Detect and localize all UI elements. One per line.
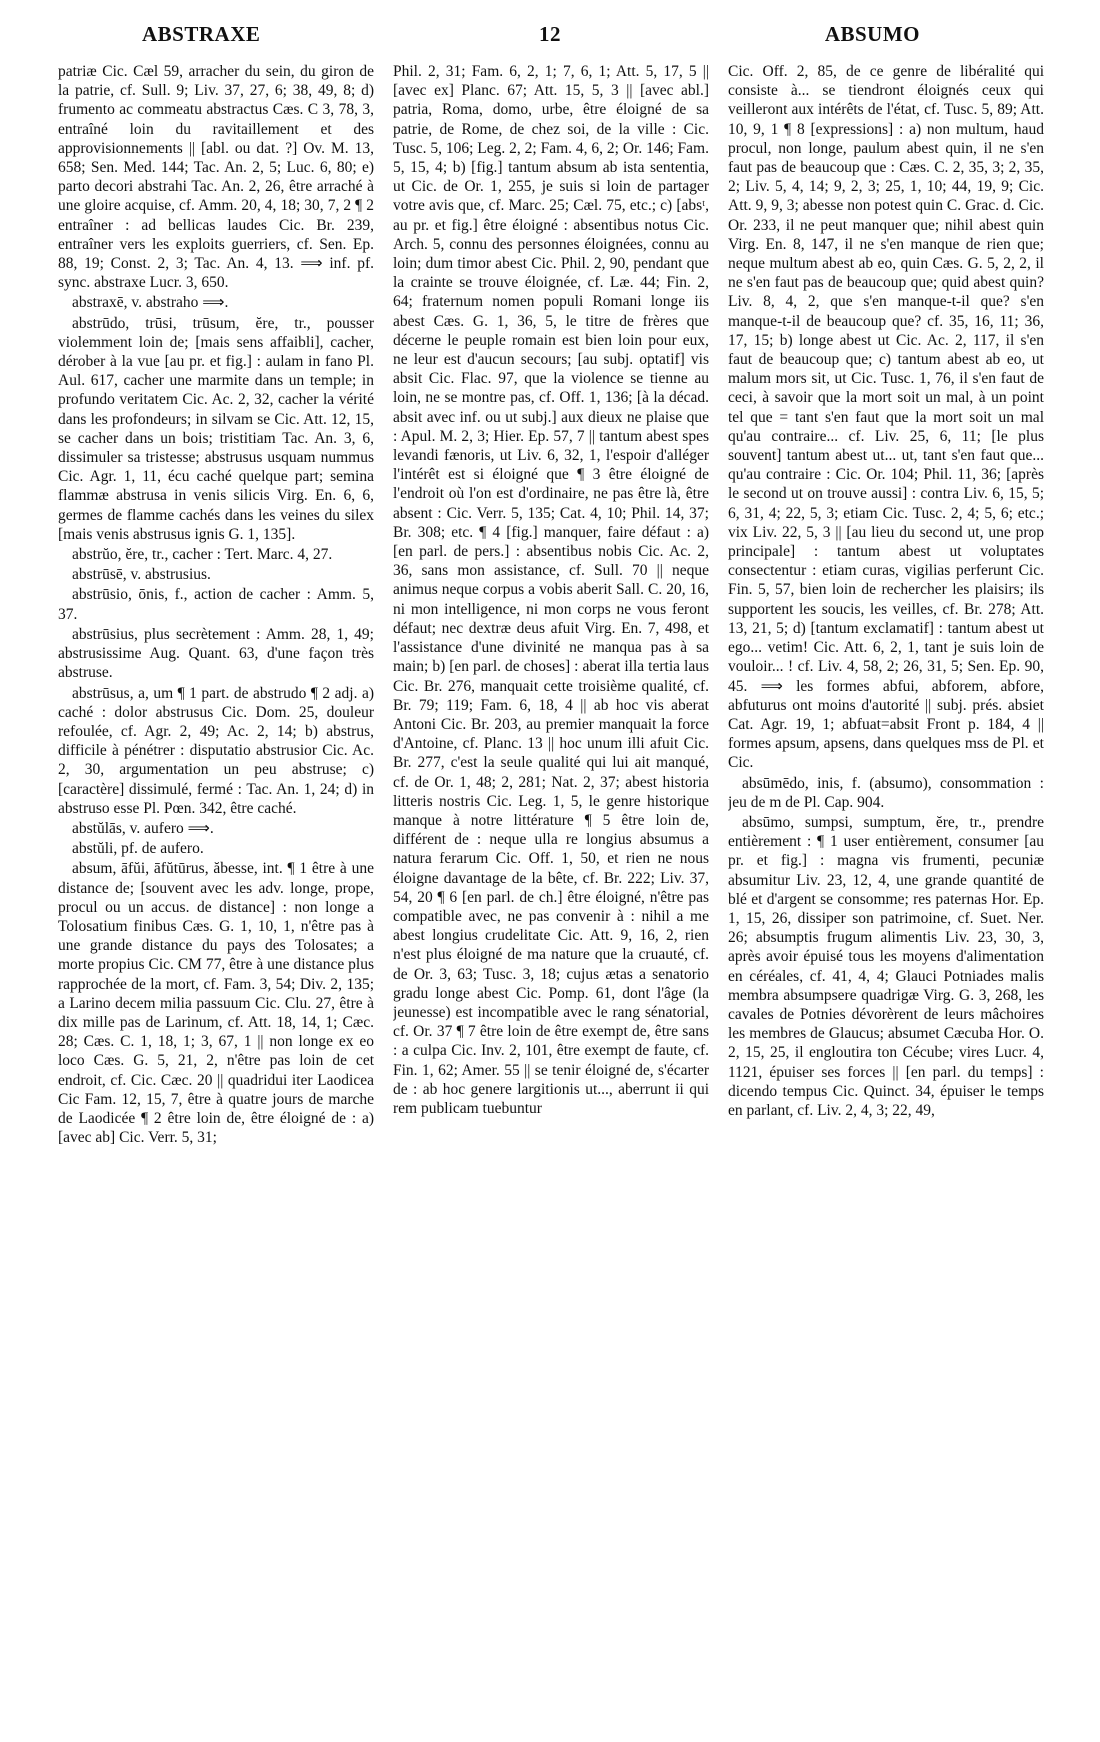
dictionary-entry: Cic. Off. 2, 85, de ce genre de libéralité qui consiste à... se tiendront éloignés ceux qui veilleront aux intérêts de l'état, cf. Tusc. 5, 89; Att. 10, 9, 1 ¶ 8 [expressions] : a) non multum, haud procul, non longe, paulum abest quin, il ne s'en faut pas de beaucoup que : Cæs. C. 2, 35, 3; 2, 35, 2; Liv. 5, 4, 14; 9, 2, 3; 25, 1, 10; 44, 19, 9; Cic. Att. 9, 9, 3; abesse non potest quin C. Grac. d. Cic. Or. 233, il ne peut manquer que; nihil abest quin Virg. En. 8, 147, il ne s'en manque de rien que; neque multum abest ab eo, quin Cæs. G. 5, 2, 2, il ne s'en faut pas de beaucoup que; quid abest quin? Liv. 8, 4, 2, que s'en manque-t-il que? s'en manque-t-il de beaucoup que? cf. 35, 16, 11; 36, 17, 15; b) longe abest ut Cic. Ac. 2, 117, il s'en faut de beaucoup que; c) tantum abest ab eo, ut malum mors sit, ut Cic. Tusc. 1, 76, il s'en faut de ceci, à savoir que la mort soit un mal, à un point tel que = tant s'en faut que la mort soit un mal qu'au contraire... cf. Liv. 25, 6, 11; [le plus souvent] tantum abest ut... ut, tant s'en faut que... qu'au contraire : Cic. Or. 104; Phil. 11, 36; [après le second ut on trouve aussi] : contra Liv. 6, 15, 5; 6, 31, 4; 22, 5, 3; etiam Cic. Tusc. 2, 4; 5, 6; etc.; vix Liv. 22, 5, 3 || [au lieu du second ut, une prop principale] : tantum abest ut voluptates consectentur : etiam curas, vigilias perferunt Cic. Fin. 5, 57, bien loin de rechercher les plaisirs; ils supportent les soucis, les veilles, cf. Br. 278; Att. 13, 21, 5; d) [tantum exclamatif] : tantum abest ut ego... vetim! Cic. Att. 6, 2, 1, tant je suis loin de vouloir... ! cf. Liv. 4, 58, 2; 26, 31, 5; Sen. Ep. 90, 45. ⟹ les formes abfui, abforem, abfore, abfuturus ont moins d'autorité || subj. prés. absiet Cat. Agr. 19, 1; abfuat=absit Front p. 184, 4 || formes apsum, apsens, dans quelques mss de Pl. et Cic.	[728, 63, 1044, 772]
dictionary-entry: Phil. 2, 31; Fam. 6, 2, 1; 7, 6, 1; Att. 5, 17, 5 || [avec ex] Planc. 67; Att. 15, 5, 3 || [avec abl.] patria, Roma, domo, urbe, être éloigné de sa patrie, de Rome, de chez soi, de la ville : Cic. Tusc. 5, 106; Leg. 2, 2; Fam. 4, 6, 2; Or. 146; Fam. 5, 15, 4; b) [fig.] tantum absum ab ista sententia, ut Cic. de Or. 1, 255, je suis si loin de partager votre avis que, cf. Marc. 25; Cæl. 75, etc.; c) [absᵗ, au pr. et fig.] être éloigné : absentibus notus Cic. Arch. 5, connu des personnes éloignées, connu au loin; dum timor abest Cic. Phil. 2, 90, pendant que la crainte se trouve éloignée, cf. Læ. 44; Fin. 2, 64; fraternum nomen populi Romani longe iis abest Cæs. G. 1, 36, 5, le titre de frères que décerne le peuple romain est bien loin pour eux, ne leur est d'aucun secours; [au subj. optatif] vis absit Cic. Flac. 97, que la violence se tienne au loin, ne se montre pas, cf. Off. 1, 136; [à la décad. absit avec inf. ou ut subj.] aux dieux ne plaise que : Apul. M. 2, 3; Hier. Ep. 57, 7 || tantum abest spes levandi fænoris, ut Liv. 6, 32, 1, l'espoir d'alléger l'intérêt est si éloigné que ¶ 3 être éloigné de l'endroit où l'on est d'ordinaire, ne pas être là, être absent : Cic. Verr. 5, 135; Cat. 4, 10; Phil. 14, 37; Br. 308; etc. ¶ 4 [fig.] manquer, faire défaut : a) [en parl. de pers.] : absentibus nobis Cic. Ac. 2, 36, sans mon assistance, cf. Sull. 70 || neque animus neque corpus a vobis aberit Sall. C. 20, 16, ni mon intelligence, ni mon corps ne vous feront défaut; nec dextræ deus afuit Virg. En. 7, 498, et l'assistance d'une divinité ne manqua pas à sa main; b) [en parl. de choses] : aberat illa tertia laus Cic. Br. 276, manquait cette troisième qualité, cf. Br. 79; 119; Fam. 6, 18, 4 || ab hoc vis aberat Antoni Cic. Br. 203, au premier manquait la force d'Antoine, cf. Planc. 13 || hoc unum illi afuit Cic. Br. 277, c'est la seule qualité qui lui ait manqué, cf. de Or. 1, 48; 2, 281; Nat. 2, 37; abest historia litteris nostris Cic. Leg. 1, 5, le genre historique manque à notre littérature ¶ 5 être loin de, différent de : neque ulla re longius absumus a natura ferarum Cic. Off. 1, 50, et rien ne nous éloigne davantage de la bête, cf. Br. 222; Liv. 37, 54, 20 ¶ 6 [en parl. de ch.] être éloigné, n'être pas compatible avec, ne pas convenir à : nihil a me abest longius crudelitate Cic. Att. 9, 16, 2, rien n'est plus éloigné de ma nature que la cruauté, cf. de Or. 3, 63; Tusc. 3, 18; cujus ætas a senatorio gradu longe abest Cic. Pomp. 61, dont l'âge (la jeunesse) est incompatible avec le rang sénatorial, cf. Or. 37 ¶ 7 être loin de être exempt de, être sans : a culpa Cic. Inv. 2, 101, être exempt de faute, cf. Fin. 1, 62; Amer. 55 || se tenir éloigné de, s'écarter de : ab hoc genere largitionis ut..., aberrunt ii qui rem publicam tuebuntur	[393, 63, 709, 1117]
dictionary-entry: abstrūsē, v. abstrusius.	[72, 566, 211, 584]
column-2	[393, 62, 709, 1727]
dictionary-entry: abstraxē, v. abstraho ⟹.	[72, 294, 229, 312]
left-guide-word: ABSTRAXE	[142, 22, 261, 46]
dictionary-entry: abstrūsio, ōnis, f., action de cacher : Amm. 5, 37.	[58, 586, 374, 623]
page-number: 12	[539, 22, 561, 46]
dictionary-entry: abstrŭo, ĕre, tr., cacher : Tert. Marc. 4, 27.	[72, 546, 333, 564]
dictionary-entry: absūmo, sumpsi, sumptum, ĕre, tr., prendre entièrement : ¶ 1 user entièrement, consumer [au pr. et fig.] : magna vis frumenti, pecuniæ absumitur Liv. 23, 12, 4, une grande quantité de blé et d'argent se consomme; res paternas Hor. Ep. 1, 15, 26, dissiper son patrimoine, cf. Suet. Ner. 26; absumptis frugum alimentis Liv. 23, 30, 3, après avoir épuisé tous les moyens d'alimentation en céréales, cf. 41, 4, 4; Glauci Potniades malis membra absumpsere quadrigæ Virg. G. 3, 268, les cavales de Potnies dévorèrent de leurs mâchoires les membres de Glaucus; absumet Cæcuba Hor. O. 2, 15, 25, il engloutira ton Cécube; vires Lucr. 4, 1121, épuiser ses forces || [en parl. du temps] : dicendo tempus Cic. Quinct. 34, épuiser le temps en parlant, cf. Liv. 2, 4, 3; 22, 49,	[728, 813, 1044, 1119]
dictionary-entry: abstrūsus, a, um ¶ 1 part. de abstrudo ¶ 2 adj. a) caché : dolor abstrusus Cic. Dom. 25, douleur refoulée, cf. Agr. 2, 49; Ac. 2, 14; b) abstrus, difficile à pénétrer : disputatio abstrusior Cic. Ac. 2, 30, argumentation un peu abstruse; c) [caractère] dissimulé, fermé : Tac. An. 1, 24; d) in abstruso esse Pl. Pœn. 342, être caché.	[58, 684, 374, 817]
dictionary-entry: patriæ Cic. Cæl 59, arracher du sein, du giron de la patrie, cf. Sull. 9; Liv. 37, 27, 6; 38, 49, 8; d) frumento ac commeatu abstractus Cæs. C 3, 78, 3, entraîné loin du ravitaillement et des approvisionnements || [abl. ou dat. ?] Ov. M. 13, 658; Sen. Med. 144; Tac. An. 2, 5; Luc. 6, 80; e) parto decori abstrahi Tac. An. 2, 26, être arraché à une gloire acquise, cf. Amm. 20, 4, 18; 30, 7, 2 ¶ 2 entraîner : ad bellicas laudes Cic. Br. 239, entraîner vers les exploits guerriers, cf. Sen. Ep. 88, 19; Const. 2, 3; Tac. An. 4, 13. ⟹ inf. pf. sync. abstraxe Lucr. 3, 650.	[58, 63, 374, 292]
dictionary-entry: abstrūsius, plus secrètement : Amm. 28, 1, 49; abstrusissime Aug. Quant. 63, d'une façon très abstruse.	[58, 625, 374, 682]
running-header	[0, 22, 1100, 58]
dictionary-entry: abstŭlās, v. aufero ⟹.	[72, 819, 214, 837]
dictionary-entry: abstrūdo, trūsi, trūsum, ĕre, tr., pousser violemment loin de; [mais sens affaibli], cacher, dérober à la vue [au pr. et fig.] : aulam in fano Pl. Aul. 617, cacher une marmite dans un temple; in profundo veritatem Cic. Ac. 2, 32, cacher la vérité dans les profondeurs; in silvam se Cic. Att. 12, 15, se cacher dans un bois; tristitiam Tac. An. 3, 6, dissimuler sa tristesse; abstrusus usquam nummus Cic. Agr. 1, 11, écu caché quelque part; semina flammæ abstrusa in venis silicis Virg. En. 6, 6, germes de flamme cachés dans les veines du silex [mais venis abstrusus ignis G. 1, 135].	[58, 314, 374, 543]
right-guide-word: ABSUMO	[824, 22, 920, 46]
column-3	[728, 62, 1044, 1727]
column-1	[58, 62, 374, 1727]
dictionary-entry: absum, āfŭi, āfŭtūrus, ăbesse, int. ¶ 1 être à une distance de; [souvent avec les adv. longe, prope, procul ou un accus. de distance] : non longe a Tolosatium finibus Cæs. G. 1, 10, 1, n'être pas à une grande distance du pays des Tolosates; a morte propius Cic. CM 77, être à une distance plus rapprochée de la mort, cf. Fam. 3, 54; Div. 2, 135; a Larino decem milia passuum Cic. Clu. 27, être à dix mille pas de Larinum, cf. Att. 18, 14, 1; Cæc. 28; Cæs. C. 1, 18, 1; 3, 67, 1 || non longe ex eo loco Cæs. G. 5, 21, 2, n'être pas loin de cet endroit, cf. Cic. Cæc. 20 || quadridui iter Laodicea Cic Fam. 12, 15, 7, être à quatre jours de marche de Laodicée ¶ 2 être loin de, être éloigné de : a) [avec ab] Cic. Verr. 5, 31;	[58, 860, 374, 1147]
dictionary-entry: absūmēdo, inis, f. (absumo), consommation : jeu de m de Pl. Cap. 904.	[728, 774, 1044, 811]
dictionary-entry: abstŭli, pf. de aufero.	[72, 840, 204, 858]
